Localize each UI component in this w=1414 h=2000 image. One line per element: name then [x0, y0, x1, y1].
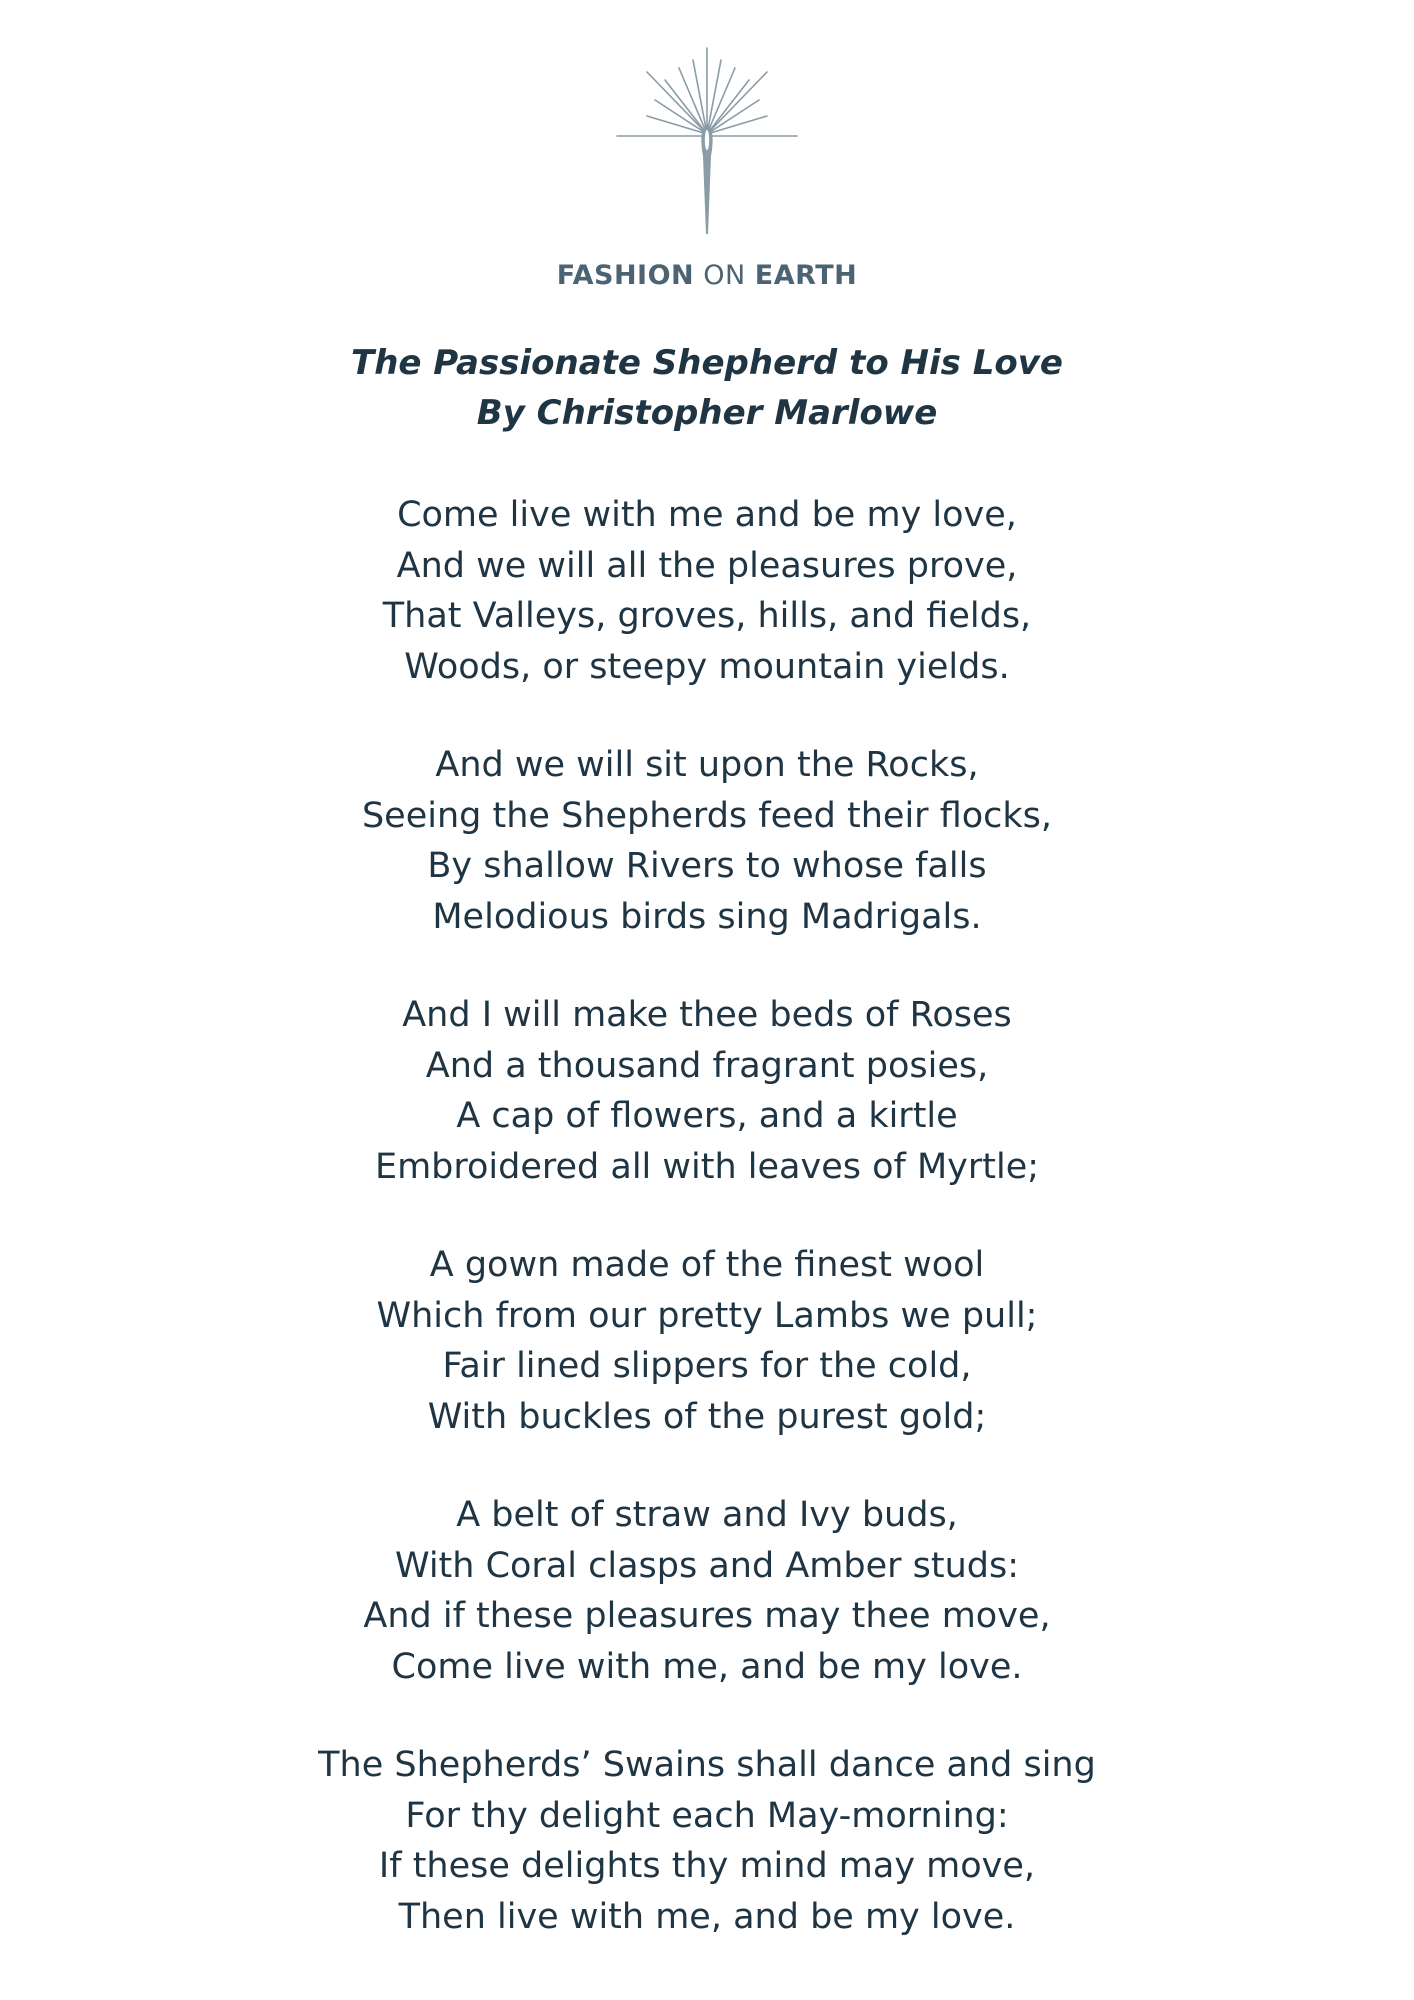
poem-body [0, 490, 1414, 1990]
poem-line: Come live with me and be my love, [397, 495, 1017, 535]
stanza-2 [0, 740, 1414, 942]
poem-line: That Valleys, groves, hills, and fields, [382, 596, 1032, 636]
poem-line: If these delights thy mind may move, [378, 1846, 1036, 1886]
poem-line: With buckles of the purest gold; [427, 1396, 987, 1437]
poem-line: Woods, or steepy mountain yields. [404, 646, 1010, 687]
brand-word-fashion: FASHION [556, 260, 695, 291]
stanza-3 [0, 990, 1414, 1192]
brand-wordmark [0, 260, 1414, 291]
poem-line: Which from our pretty Lambs we pull; [376, 1295, 1038, 1336]
stanza-4 [0, 1240, 1414, 1442]
poem-line: Embroidered all with leaves of Myrtle; [374, 1146, 1040, 1187]
poem-line: And we will all the pleasures prove, [396, 545, 1018, 586]
poem-line: And a thousand fragrant posies, [425, 1045, 989, 1086]
poem-heading [0, 338, 1414, 438]
poem-line: For thy delight each May-morning: [405, 1795, 1009, 1836]
poem-line: Melodious birds sing Madrigals. [432, 896, 982, 937]
poem-byline: By Christopher Marlowe [476, 393, 938, 433]
poem-line: The Shepherds’ Swains shall dance and sing [318, 1745, 1096, 1785]
poem-line: A gown made of the finest wool [429, 1245, 985, 1285]
poem-line: Fair lined slippers for the cold, [442, 1346, 972, 1386]
stanza-1 [0, 490, 1414, 692]
needle-sunburst-icon [607, 44, 807, 244]
poem-line: By shallow Rivers to whose falls [427, 846, 987, 886]
poem-line: Seeing the Shepherds feed their flocks, [361, 795, 1053, 836]
poem-line: And if these pleasures may thee move, [363, 1596, 1051, 1636]
poem-line: And we will sit upon the Rocks, [435, 745, 979, 785]
brand-word-on: ON [703, 260, 746, 291]
stanza-6 [0, 1740, 1414, 1942]
poem-line: And I will make thee beds of Roses [402, 995, 1012, 1035]
poem-line: A cap of flowers, and a kirtle [456, 1096, 958, 1136]
poem-line: With Coral clasps and Amber studs: [394, 1545, 1020, 1586]
brand-word-earth: EARTH [754, 260, 858, 291]
stanza-5 [0, 1490, 1414, 1692]
poem-line: A belt of straw and Ivy buds, [456, 1495, 958, 1535]
poem-line: Come live with me, and be my love. [391, 1646, 1023, 1687]
poem-title: The Passionate Shepherd to His Love [351, 343, 1063, 383]
poem-line: Then live with me, and be my love. [398, 1896, 1016, 1937]
